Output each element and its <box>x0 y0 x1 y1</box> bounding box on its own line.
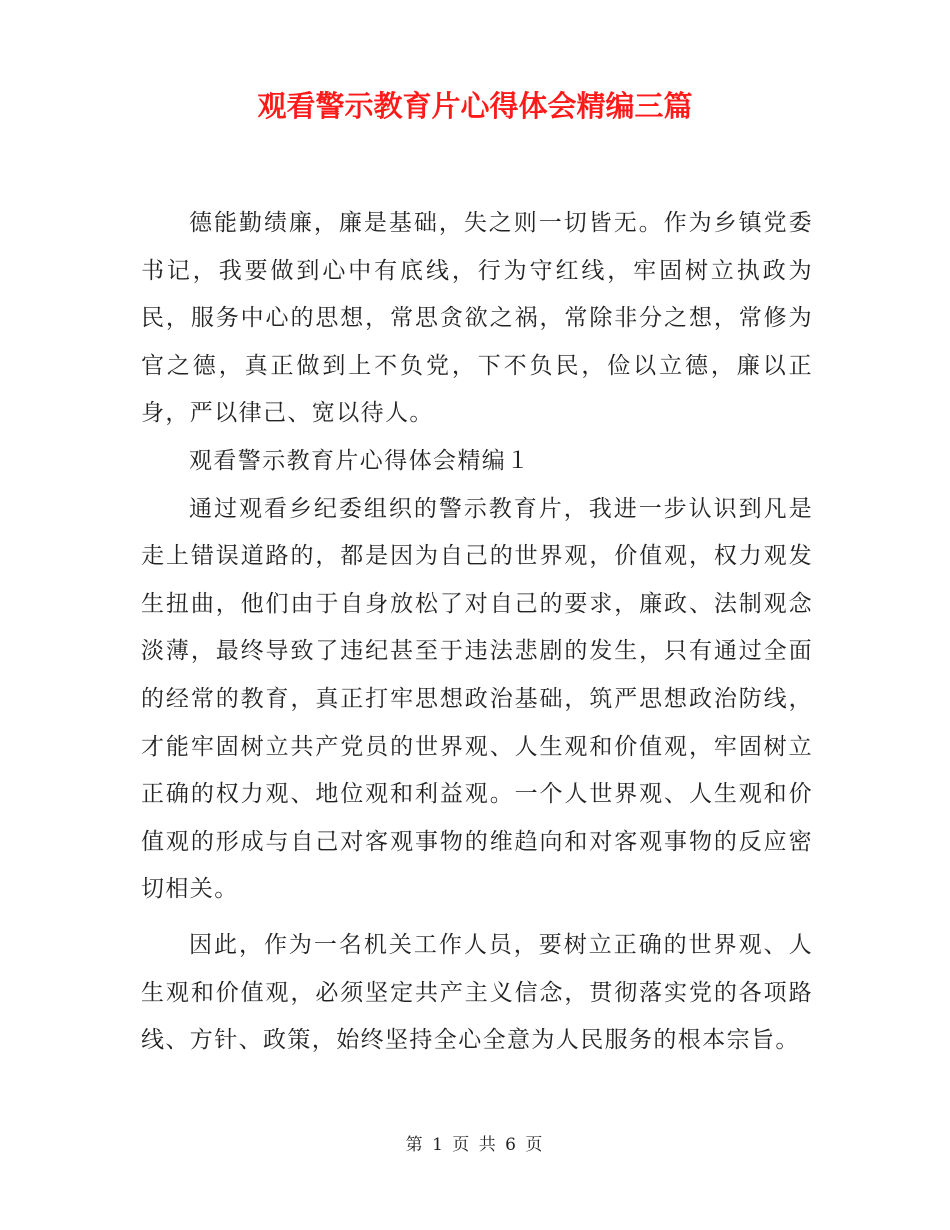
paragraph-intro: 德能勤绩廉，廉是基础，失之则一切皆无。作为乡镇党委书记，我要做到心中有底线，行为守红线，牢固树立执政为民，服务中心的思想，常思贪欲之祸，常除非分之想，常修为官之德，真正做到上不负党，下不负民，俭以立德，廉以正身，严以律己、宽以待人。 <box>141 210 813 427</box>
document-title: 观看警示教育片心得体会精编三篇 <box>257 89 693 123</box>
page-number-footer: 第 1 页 共 6 页 <box>405 1135 545 1155</box>
section-heading: 观看警示教育片心得体会精编１ <box>189 447 531 474</box>
paragraph-conclusion: 因此，作为一名机关工作人员，要树立正确的世界观、人生观和价值观，必须坚定共产主义信念，贯彻落实党的各项路线、方针、政策，始终坚持全心全意为人民服务的根本宗旨。 <box>141 931 813 1054</box>
paragraph-reflection: 通过观看乡纪委组织的警示教育片，我进一步认识到凡是走上错误道路的，都是因为自己的世界观，价值观，权力观发生扭曲，他们由于自身放松了对自己的要求，廉政、法制观念淡薄，最终导致了违纪甚至于违法悲剧的发生，只有通过全面的经常的教育，真正打牢思想政治基础，筑严思想政治防线，才能牢固树立共产党员的世界观、人生观和价值观，牢固树立正确的权力观、地位观和利益观。一个人世界观、人生观和价值观的形成与自己对客观事物的维趋向和对客观事物的反应密切相关。 <box>141 495 813 903</box>
document-body <box>141 200 813 1065</box>
